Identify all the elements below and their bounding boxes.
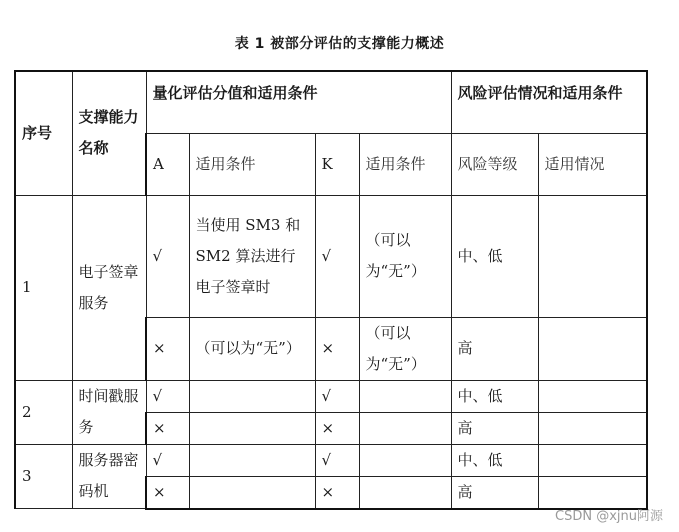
a-value: × bbox=[146, 476, 189, 509]
a-condition bbox=[189, 412, 315, 444]
header-quantify: 量化评估分值和适用条件 bbox=[146, 71, 451, 133]
header-a-cond: 适用条件 bbox=[189, 133, 315, 195]
header-risk-cond: 适用情况 bbox=[538, 133, 647, 195]
k-value: × bbox=[315, 476, 359, 509]
a-condition bbox=[189, 444, 315, 476]
a-condition: 当使用 SM3 和 SM2 算法进行电子签章时 bbox=[189, 195, 315, 317]
row-seq: 3 bbox=[15, 444, 72, 509]
table-row bbox=[15, 444, 647, 476]
k-value: √ bbox=[315, 444, 359, 476]
header-capability: 支撑能力名称 bbox=[72, 71, 146, 195]
header-risk: 风险评估情况和适用条件 bbox=[451, 71, 647, 133]
header-seq: 序号 bbox=[15, 71, 72, 195]
row-capability-name: 服务器密码机 bbox=[72, 444, 146, 509]
k-condition bbox=[359, 380, 451, 412]
risk-condition bbox=[538, 317, 647, 380]
header-row-1 bbox=[15, 71, 647, 133]
capability-table bbox=[14, 70, 648, 510]
risk-level: 中、低 bbox=[451, 380, 538, 412]
k-condition: （可以为“无”） bbox=[359, 317, 451, 380]
k-condition: （可以为“无”） bbox=[359, 195, 451, 317]
table-caption: 表 1 被部分评估的支撑能力概述 bbox=[234, 36, 445, 52]
a-condition bbox=[189, 476, 315, 509]
row-seq: 2 bbox=[15, 380, 72, 444]
risk-condition bbox=[538, 380, 647, 412]
risk-level: 中、低 bbox=[451, 195, 538, 317]
risk-condition bbox=[538, 476, 647, 509]
row-capability-name: 电子签章服务 bbox=[72, 195, 146, 380]
a-condition: （可以为“无”） bbox=[189, 317, 315, 380]
k-condition bbox=[359, 476, 451, 509]
row-seq: 1 bbox=[15, 195, 72, 380]
k-value: √ bbox=[315, 380, 359, 412]
k-value: × bbox=[315, 412, 359, 444]
a-value: √ bbox=[146, 195, 189, 317]
header-k: K bbox=[315, 133, 359, 195]
risk-level: 中、低 bbox=[451, 444, 538, 476]
a-value: × bbox=[146, 412, 189, 444]
watermark: CSDN @xjnu阿源 bbox=[555, 509, 663, 524]
a-value: × bbox=[146, 317, 189, 380]
risk-condition bbox=[538, 444, 647, 476]
k-condition bbox=[359, 444, 451, 476]
k-value: × bbox=[315, 317, 359, 380]
header-a: A bbox=[146, 133, 189, 195]
table-row bbox=[15, 195, 647, 317]
a-value: √ bbox=[146, 444, 189, 476]
risk-level: 高 bbox=[451, 317, 538, 380]
risk-level: 高 bbox=[451, 476, 538, 509]
risk-condition bbox=[538, 412, 647, 444]
k-value: √ bbox=[315, 195, 359, 317]
table-row bbox=[15, 380, 647, 412]
risk-condition bbox=[538, 195, 647, 317]
row-capability-name: 时间戳服务 bbox=[72, 380, 146, 444]
risk-level: 高 bbox=[451, 412, 538, 444]
a-condition bbox=[189, 380, 315, 412]
k-condition bbox=[359, 412, 451, 444]
header-risk-level: 风险等级 bbox=[451, 133, 538, 195]
header-k-cond: 适用条件 bbox=[359, 133, 451, 195]
a-value: √ bbox=[146, 380, 189, 412]
